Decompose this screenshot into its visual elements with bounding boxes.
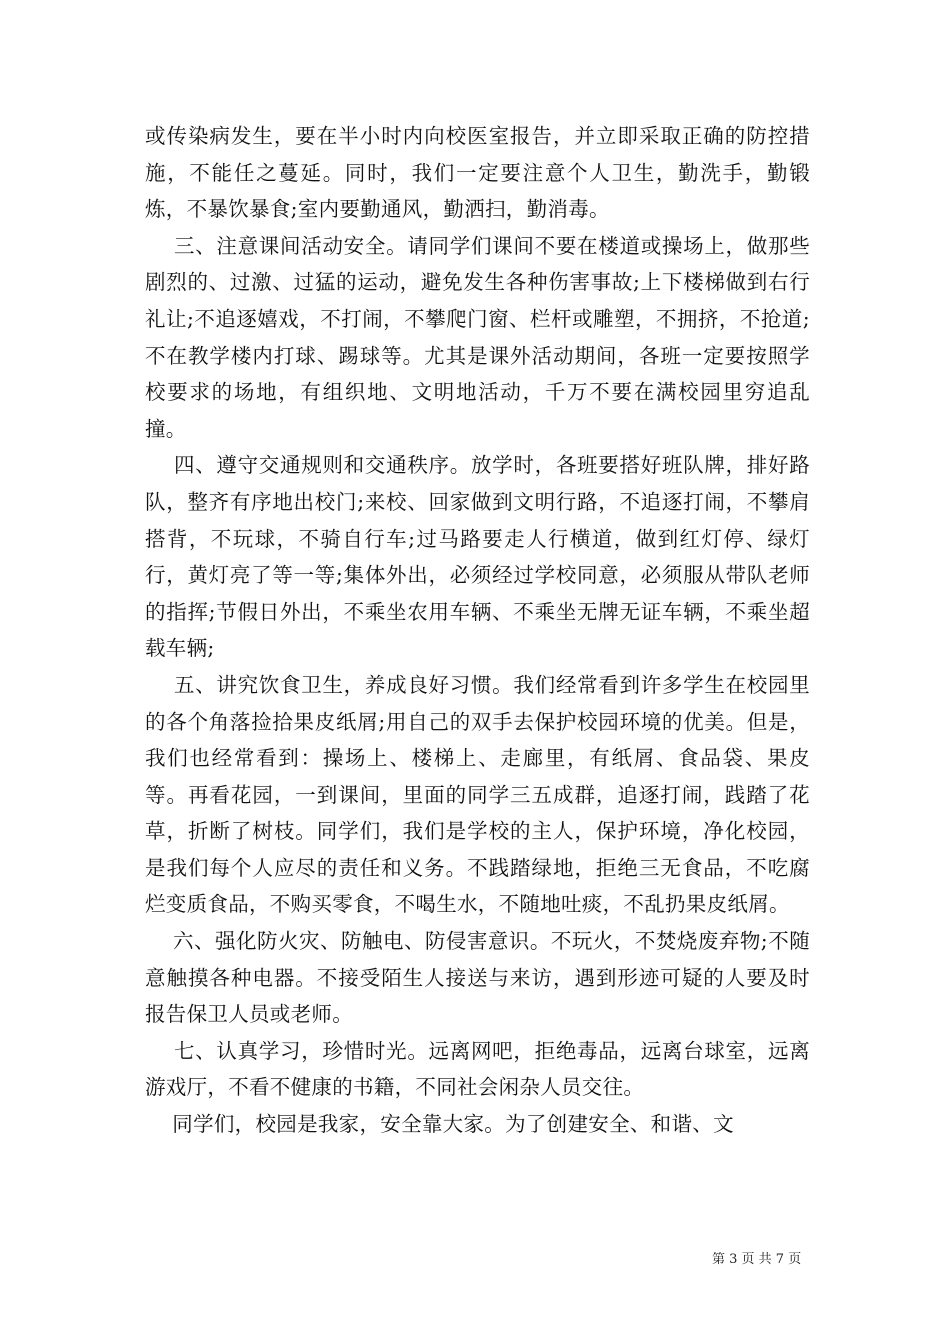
paragraph-closing: 同学们，校园是我家，安全靠大家。为了创建安全、和谐、文: [145, 1112, 734, 1137]
paragraph-continuation: 或传染病发生，要在半小时内向校医室报告，并立即采取正确的防控措施，不能任之蔓延。同时，我们一定要注意个人卫生，勤洗手，勤锻炼，不暴饮暴食;室内要勤通风，勤洒扫，勤消毒。: [145, 124, 810, 222]
paragraph-class-break-safety: 三、注意课间活动安全。请同学们课间不要在楼道或操场上，做那些剧烈的、过激、过猛的运动，避免发生各种伤害事故;上下楼梯做到右行礼让;不追逐嬉戏，不打闹，不攀爬门窗、栏杆或雕塑，不拥挤，不抢道;不在教学楼内打球、踢球等。尤其是课外活动期间，各班一定要按照学校要求的场地，有组织地、文明地活动，千万不要在满校园里穷追乱撞。: [145, 233, 811, 441]
paragraph-study-diligently: 七、认真学习，珍惜时光。远离网吧，拒绝毒品，远离台球室，远离游戏厅，不看不健康的书籍，不同社会闲杂人员交往。: [145, 1038, 811, 1100]
paragraph-food-hygiene: 五、讲究饮食卫生，养成良好习惯。我们经常看到许多学生在校园里的各个角落捡拾果皮纸屑;用自己的双手去保护校园环境的优美。但是，我们也经常看到：操场上、楼梯上、走廊里，有纸屑、食品袋、果皮等。再看花园，一到课间，里面的同学三五成群，追逐打闹，践踏了花草，折断了树枝。同学们，我们是学校的主人，保护环境，净化校园，是我们每个人应尽的责任和义务。不践踏绿地，拒绝三无食品，不吃腐烂变质食品，不购买零食，不喝生水，不随地吐痰，不乱扔果皮纸屑。: [145, 672, 811, 917]
document-body: [145, 118, 810, 1143]
paragraph-fire-electric-safety: 六、强化防火灾、防触电、防侵害意识。不玩火，不焚烧废弃物;不随意触摸各种电器。不接受陌生人接送与来访，遇到形迹可疑的人要及时报告保卫人员或老师。: [145, 929, 811, 1027]
page-number-footer: 第 3 页 共 7 页: [712, 1252, 802, 1267]
paragraph-traffic-rules: 四、遵守交通规则和交通秩序。放学时，各班要搭好班队牌，排好路队，整齐有序地出校门;来校、回家做到文明行路，不追逐打闹，不攀肩搭背，不玩球，不骑自行车;过马路要走人行横道，做到红灯停、绿灯行，黄灯亮了等一等;集体外出，必须经过学校同意，必须服从带队老师的指挥;节假日外出，不乘坐农用车辆、不乘坐无牌无证车辆，不乘坐超载车辆;: [145, 453, 811, 661]
